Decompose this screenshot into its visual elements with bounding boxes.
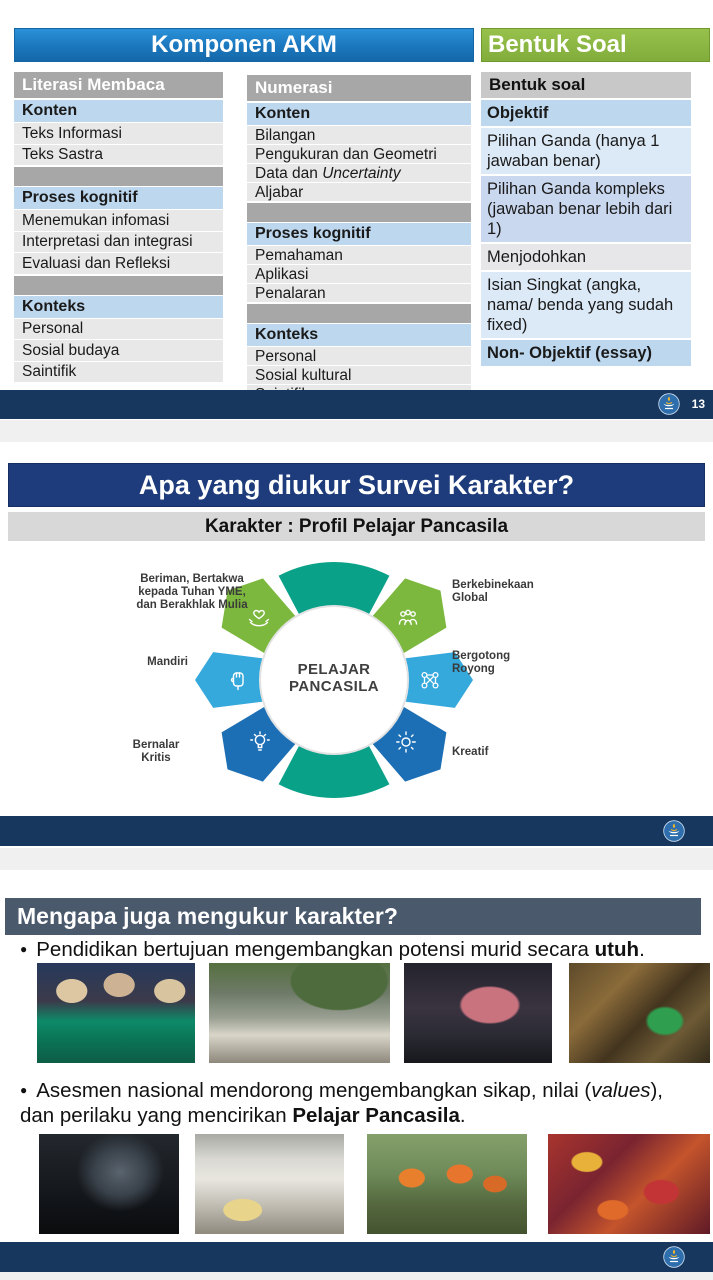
table-row: Personal — [247, 347, 471, 366]
students-planting-photo — [569, 963, 710, 1063]
table-row: Pemahaman — [247, 246, 471, 265]
value-label-berkebinekaan: Berkebinekaan Global — [452, 579, 534, 604]
numerasi-table — [247, 75, 471, 404]
photo-row-2 — [0, 1134, 713, 1234]
slide1-footer — [0, 390, 713, 419]
community-gotong-royong-photo — [367, 1134, 527, 1234]
slide-gap — [0, 420, 713, 442]
traditional-dance-festival-photo — [548, 1134, 710, 1234]
table-row: Penalaran — [247, 284, 471, 303]
slide1-title: Komponen AKM — [151, 31, 337, 58]
section-divider — [14, 167, 223, 186]
section-label: Konten — [14, 100, 223, 123]
section-divider — [14, 276, 223, 295]
student-newspaper-ship-photo — [209, 963, 390, 1063]
slide-gap — [0, 1272, 713, 1280]
value-label-beriman: Beriman, Bertakwa kepada Tuhan YME, dan Berakhlak Mulia — [136, 573, 248, 611]
photo-row-1 — [0, 963, 713, 1063]
table-row: Interpretasi dan integrasi — [14, 232, 223, 254]
table-row: Pilihan Ganda (hanya 1 jawaban benar) — [481, 128, 691, 176]
section-label: Konten — [247, 103, 471, 126]
student-technical-drawing-photo — [195, 1134, 344, 1234]
bullet-dot — [20, 938, 36, 961]
table-row: Menjodohkan — [481, 244, 691, 272]
pelajar-pancasila-wheel — [0, 545, 713, 813]
section-divider — [247, 304, 471, 323]
value-label-mandiri: Mandiri — [147, 656, 188, 668]
table-row: Evaluasi dan Refleksi — [14, 253, 223, 275]
table-row: Teks Informasi — [14, 123, 223, 145]
table-row: Sosial budaya — [14, 340, 223, 362]
bullet-pendidikan — [20, 938, 700, 962]
slide3-header-bar — [5, 898, 701, 935]
table-row: Non- Objektif (essay) — [481, 340, 691, 368]
column-header: Literasi Membaca — [14, 72, 223, 98]
stage-performance-photo — [404, 963, 552, 1063]
slide2-footer — [0, 816, 713, 846]
bullet-dot — [20, 1079, 36, 1102]
fist-icon — [224, 666, 252, 694]
column-header: Numerasi — [247, 75, 471, 101]
person-praying-silhouette-photo — [39, 1134, 179, 1234]
table-row: Bilangan — [247, 126, 471, 145]
bullet-text: Pendidikan bertujuan mengembangkan potensi murid secara utuh. — [36, 938, 645, 961]
value-label-bergotong: Bergotong Royong — [452, 650, 511, 675]
page-number: 13 — [691, 397, 705, 411]
literasi-membaca-table — [14, 72, 223, 383]
slide3-footer — [0, 1242, 713, 1272]
table-row: Sosial kultural — [247, 366, 471, 385]
lightbulb-icon — [246, 728, 274, 756]
slide3-title: Mengapa juga mengukur karakter? — [17, 903, 398, 929]
bullet-asesmen — [20, 1078, 712, 1128]
section-label: Konteks — [14, 296, 223, 319]
slide2-title: Apa yang diukur Survei Karakter? — [138, 470, 575, 500]
section-divider — [247, 203, 471, 222]
value-label-kreatif: Kreatif — [452, 746, 489, 758]
bullet-text: Asesmen nasional mendorong mengembangkan sikap, nilai (values), dan perilaku yang mencirikan Pelajar Pancasila. — [20, 1079, 664, 1127]
table-row: Pilihan Ganda kompleks (jawaban benar lebih dari 1) — [481, 176, 691, 244]
students-craft-lamps-photo — [37, 963, 195, 1063]
section-label: Proses kognitif — [247, 223, 471, 246]
bentuk-soal-title: Bentuk Soal — [488, 31, 627, 58]
table-row: Aplikasi — [247, 265, 471, 284]
wheel-center-label: PELAJAR PANCASILA — [289, 661, 379, 695]
table-row: Teks Sastra — [14, 145, 223, 167]
slide2-subtitle: Karakter : Profil Pelajar Pancasila — [204, 516, 509, 537]
bentuk-soal-table — [481, 72, 691, 368]
section-label: Konteks — [247, 324, 471, 347]
kemendikbud-logo-icon — [663, 820, 685, 842]
bentuk-soal-title-bar — [481, 28, 710, 62]
table-row: Aljabar — [247, 183, 471, 202]
kemendikbud-logo-icon — [658, 393, 680, 415]
table-row: Personal — [14, 319, 223, 341]
table-row: Menemukan infomasi — [14, 210, 223, 232]
slide1-title-bar — [14, 28, 474, 62]
section-label: Proses kognitif — [14, 187, 223, 210]
table-row: Data dan Uncertainty — [247, 164, 471, 183]
kemendikbud-logo-icon — [663, 1246, 685, 1268]
creative-spark-icon — [393, 728, 421, 756]
value-label-bernalar: Bernalar Kritis — [132, 739, 180, 764]
table-row: Isian Singkat (angka, nama/ benda yang sudah fixed) — [481, 272, 691, 340]
table-row: Objektif — [481, 100, 691, 128]
people-group-icon — [394, 604, 422, 632]
slide-gap — [0, 848, 713, 870]
table-row: Saintifik — [14, 362, 223, 384]
table-row: Pengukuran dan Geometri — [247, 145, 471, 164]
column-header: Bentuk soal — [481, 72, 691, 98]
slide2-subtitle-bar — [8, 512, 705, 541]
collaboration-network-icon — [416, 666, 444, 694]
slide2-title-bar — [8, 463, 705, 507]
